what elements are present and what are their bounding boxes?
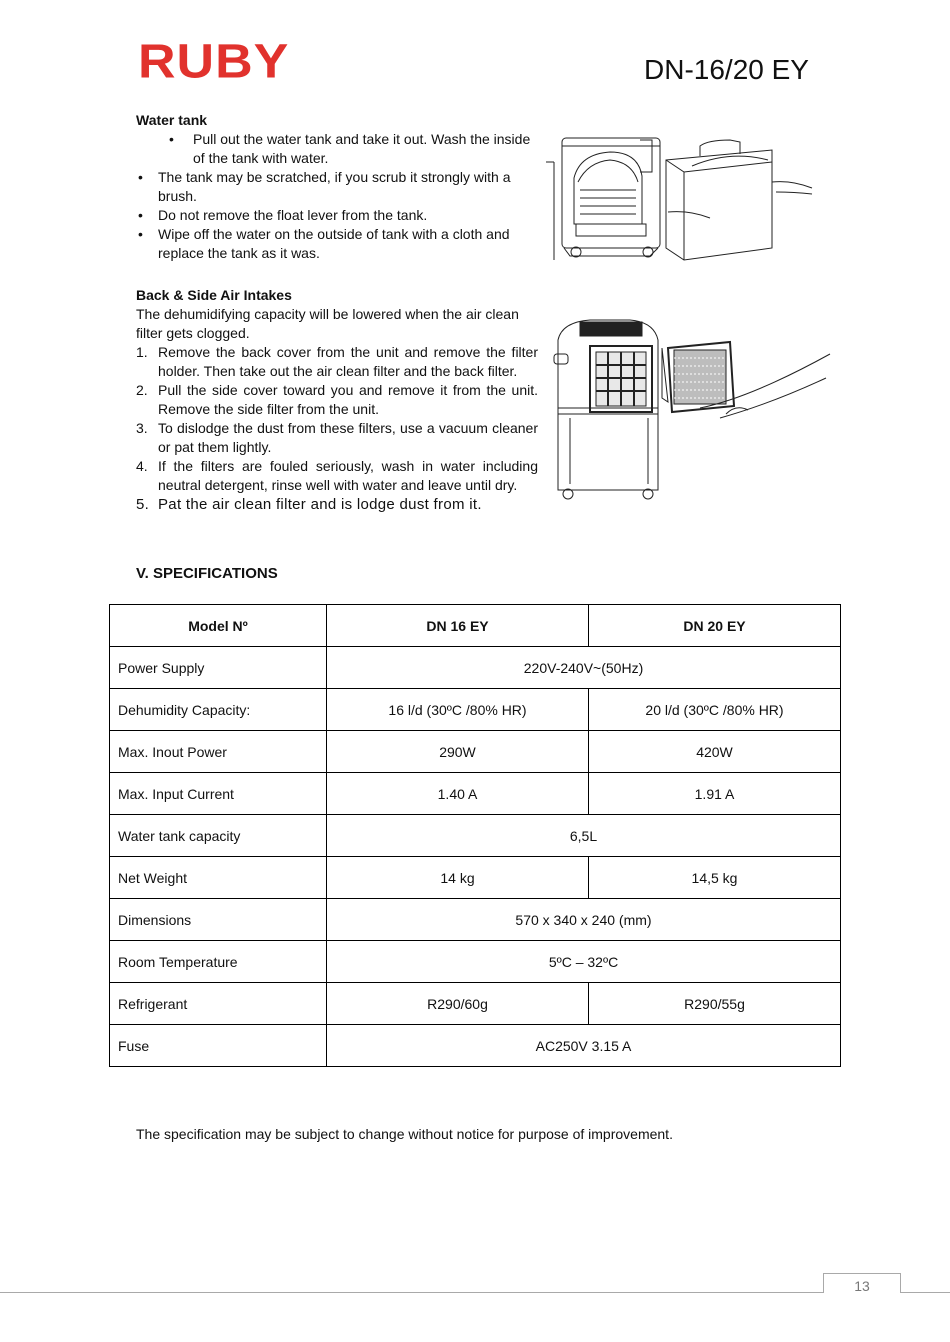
- row-label: Refrigerant: [110, 983, 327, 1025]
- table-cell: 1.40 A: [327, 773, 589, 815]
- row-label: Max. Inout Power: [110, 731, 327, 773]
- table-row: [110, 731, 841, 773]
- table-cell: R290/55g: [589, 983, 841, 1025]
- list-item: • Wipe off the water on the outside of tank with a cloth and replace the tank as it was.: [136, 225, 540, 263]
- table-header-cell: DN 16 EY: [327, 605, 589, 647]
- air-intakes-steps: [136, 343, 538, 514]
- list-item: • Do not remove the float lever from the tank.: [136, 206, 540, 225]
- table-header-cell: DN 20 EY: [589, 605, 841, 647]
- table-cell: AC250V 3.15 A: [327, 1025, 841, 1067]
- row-label: Fuse: [110, 1025, 327, 1067]
- air-intakes-heading: Back & Side Air Intakes: [136, 287, 292, 303]
- filter-removal-illustration: [550, 318, 832, 502]
- list-item: 2. Pull the side cover toward you and remove it from the unit. Remove the side filter from the unit.: [136, 382, 538, 417]
- water-tank-list: [136, 130, 540, 263]
- row-label: Dimensions: [110, 899, 327, 941]
- list-item: • Pull out the water tank and take it out. Wash the inside of the tank with water.: [136, 130, 540, 168]
- specifications-table: [109, 604, 841, 1067]
- air-intakes-section: [136, 286, 538, 514]
- table-cell: 5ºC – 32ºC: [327, 941, 841, 983]
- row-label: Net Weight: [110, 857, 327, 899]
- table-row: [110, 689, 841, 731]
- table-cell: 290W: [327, 731, 589, 773]
- table-header-row: [110, 605, 841, 647]
- list-item: • The tank may be scratched, if you scrub it strongly with a brush.: [136, 168, 540, 206]
- footer-divider: [0, 1292, 950, 1293]
- list-item: 5. Pat the air clean filter and is lodge dust from it.: [136, 496, 482, 513]
- list-item: 4. If the filters are fouled seriously, wash in water including neutral detergent, rinse well with water and leave until dry.: [136, 458, 538, 493]
- table-cell: R290/60g: [327, 983, 589, 1025]
- table-cell: 220V-240V~(50Hz): [327, 647, 841, 689]
- row-label: Dehumidity Capacity:: [110, 689, 327, 731]
- table-row: [110, 857, 841, 899]
- table-cell: 420W: [589, 731, 841, 773]
- table-row: [110, 899, 841, 941]
- air-intakes-intro: The dehumidifying capacity will be lowered when the air clean filter gets clogged.: [136, 306, 519, 341]
- table-cell: 20 l/d (30ºC /80% HR): [589, 689, 841, 731]
- table-cell: 14,5 kg: [589, 857, 841, 899]
- row-label: Power Supply: [110, 647, 327, 689]
- row-label: Max. Input Current: [110, 773, 327, 815]
- model-title: DN-16/20 EY: [644, 54, 809, 85]
- table-cell: 570 x 340 x 240 (mm): [327, 899, 841, 941]
- specifications-title: V. SPECIFICATIONS: [136, 565, 278, 582]
- table-row: [110, 941, 841, 983]
- table-row: [110, 773, 841, 815]
- ruby-logo: RUBY: [138, 35, 290, 89]
- table-cell: 14 kg: [327, 857, 589, 899]
- table-row: [110, 815, 841, 857]
- table-cell: 1.91 A: [589, 773, 841, 815]
- water-tank-heading: Water tank: [136, 112, 208, 128]
- list-item: 3. To dislodge the dust from these filters, use a vacuum cleaner or pat them lightly.: [136, 420, 538, 455]
- water-tank-section: [136, 111, 540, 263]
- table-cell: 16 l/d (30ºC /80% HR): [327, 689, 589, 731]
- row-label: Room Temperature: [110, 941, 327, 983]
- table-row: [110, 1025, 841, 1067]
- table-row: [110, 647, 841, 689]
- specification-note: The specification may be subject to change without notice for purpose of improvement.: [136, 1126, 673, 1142]
- row-label: Water tank capacity: [110, 815, 327, 857]
- table-header-cell: Model Nº: [110, 605, 327, 647]
- table-cell: 6,5L: [327, 815, 841, 857]
- page-number: 13: [823, 1273, 901, 1293]
- list-item: 1. Remove the back cover from the unit and remove the filter holder. Then take out the air clean filter and the back filter.: [136, 344, 538, 379]
- table-row: [110, 983, 841, 1025]
- water-tank-illustration: [540, 132, 815, 264]
